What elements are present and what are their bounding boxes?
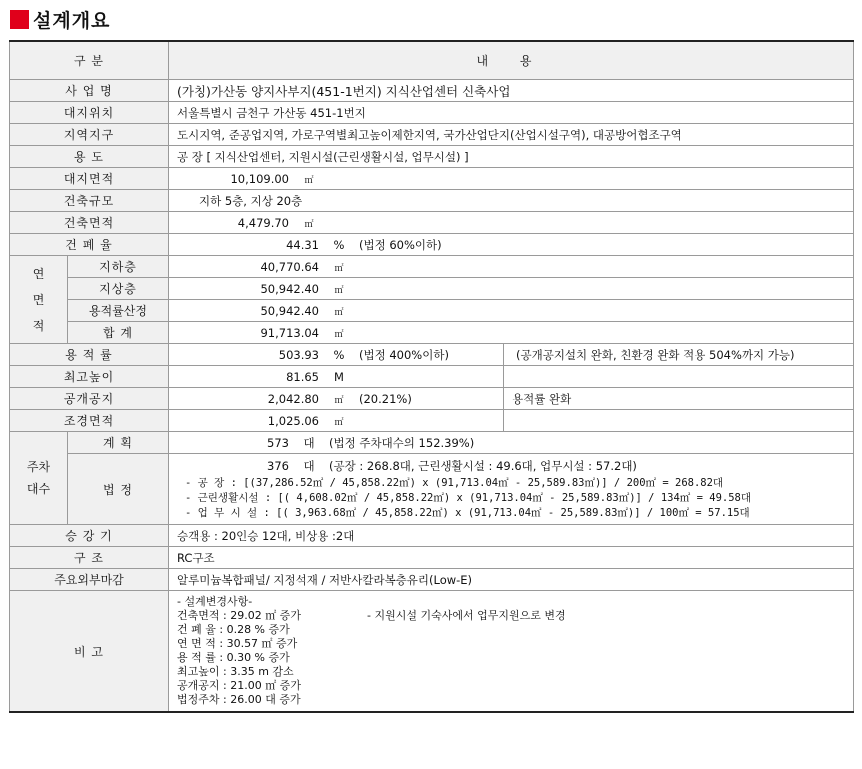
- location-value: 서울특별시 금천구 가산동 451-1번지: [169, 102, 854, 124]
- header-content: 내 용: [169, 41, 854, 80]
- parking-calc-line: - 업 무 시 설 : [( 3,963.68㎡ / 45,858.22㎡) x (91,713.04㎡ - 25,589.83㎡)] / 100㎡ = 57.15대: [185, 507, 750, 519]
- overview-table-wrapper: [9, 40, 853, 713]
- location-label: 대지위치: [10, 102, 169, 124]
- table-row: [10, 410, 854, 432]
- floor-total-label: 합 계: [68, 322, 169, 344]
- remarks-line: 건 폐 율 : 0.28 % 증가: [177, 623, 290, 636]
- finish-label: 주요외부마감: [10, 569, 169, 591]
- bcr-cell: [169, 234, 854, 256]
- open-space-cell: [169, 388, 504, 410]
- far-calc-cell: [169, 300, 854, 322]
- finish-value: 알루미늄복합패널/ 지정석재 / 저반사칼라복층유리(Low-E): [169, 569, 854, 591]
- table-row: [10, 547, 854, 569]
- site-area-unit: ㎡: [304, 175, 314, 186]
- elevator-value: 승객용 : 20인승 12대, 비상용 :2대: [169, 525, 854, 547]
- remarks-cell: [169, 591, 854, 713]
- bcr-label: 건 폐 율: [10, 234, 169, 256]
- scale-label: 건축규모: [10, 190, 169, 212]
- use-label: 용 도: [10, 146, 169, 168]
- floor-below-cell: [169, 256, 854, 278]
- max-height-unit: M: [334, 369, 344, 384]
- remarks-line: 연 면 적 : 30.57 ㎡ 증가: [177, 637, 298, 650]
- open-space-extra: 용적률 완화: [504, 388, 854, 410]
- table-row: [10, 190, 854, 212]
- max-height-value: 81.65: [286, 369, 319, 384]
- table-row: [10, 322, 854, 344]
- table-row: [10, 124, 854, 146]
- table-row: [10, 102, 854, 124]
- landscape-label: 조경면적: [10, 410, 169, 432]
- floor-below-unit: ㎡: [334, 263, 344, 274]
- table-row: [10, 168, 854, 190]
- bcr-unit: %: [333, 237, 345, 252]
- remarks-side-note: - 지원시설 기숙사에서 업무지원으로 변경: [367, 609, 566, 622]
- structure-value: RC구조: [169, 547, 854, 569]
- section-title-text: 설계개요: [33, 9, 111, 32]
- open-space-note: (20.21%): [359, 391, 412, 406]
- remarks-line: 공개공지 : 21.00 ㎡ 증가: [177, 679, 301, 692]
- far-extra: (공개공지설치 완화, 친환경 완화 적용 504%까지 가능): [504, 344, 854, 366]
- remarks-label: 비 고: [10, 591, 169, 713]
- parking-plan-value: 573: [267, 435, 289, 450]
- far-unit: %: [333, 347, 345, 362]
- scale-value: 지하 5층, 지상 20층: [169, 190, 854, 212]
- far-calc-value: 50,942.40: [260, 303, 319, 318]
- project-label: 사 업 명: [10, 80, 169, 102]
- parking-plan-unit: 대: [303, 435, 315, 450]
- floor-total-cell: [169, 322, 854, 344]
- floor-below-label: 지하층: [68, 256, 169, 278]
- floor-above-cell: [169, 278, 854, 300]
- remarks-line: 최고높이 : 3.35 m 감소: [177, 665, 294, 678]
- table-row: [10, 234, 854, 256]
- remarks-line: 법정주차 : 26.00 대 증가: [177, 693, 301, 706]
- floor-above-unit: ㎡: [334, 285, 344, 296]
- max-height-label: 최고높이: [10, 366, 169, 388]
- red-square-icon: [10, 10, 29, 29]
- overview-table: [9, 40, 854, 713]
- max-height-cell: [169, 366, 504, 388]
- building-area-unit: ㎡: [304, 219, 314, 230]
- use-value: 공 장 [ 지식산업센터, 지원시설(근린생활시설, 업무시설) ]: [169, 146, 854, 168]
- structure-label: 구 조: [10, 547, 169, 569]
- remarks-line: 건축면적 : 29.02 ㎡ 증가 - 지원시설 기숙사에서 업무지원으로 변경: [177, 609, 566, 622]
- table-row: [10, 344, 854, 366]
- parking-legal-cell: [169, 454, 854, 525]
- landscape-cell: [169, 410, 504, 432]
- zone-label: 지역지구: [10, 124, 169, 146]
- open-space-value: 2,042.80: [267, 391, 319, 406]
- far-value: 503.93: [278, 347, 319, 362]
- table-row: [10, 366, 854, 388]
- section-title: [10, 6, 110, 32]
- header-category: 구 분: [10, 41, 169, 80]
- elevator-label: 승 강 기: [10, 525, 169, 547]
- bcr-note: (법정 60%이하): [359, 237, 442, 252]
- zone-value: 도시지역, 준공업지역, 가로구역별최고높이제한지역, 국가산업단지(산업시설구역), 대공방어협조구역: [169, 124, 854, 146]
- building-area-cell: [169, 212, 854, 234]
- table-row: [10, 300, 854, 322]
- floor-above-label: 지상층: [68, 278, 169, 300]
- parking-legal-value: 376: [267, 459, 289, 473]
- bcr-value: 44.31: [286, 237, 319, 252]
- table-row: [10, 591, 854, 713]
- building-area-value: 4,479.70: [237, 215, 289, 230]
- open-space-unit: ㎡: [334, 395, 344, 406]
- building-area-label: 건축면적: [10, 212, 169, 234]
- floor-total-unit: ㎡: [334, 329, 344, 340]
- floor-total-value: 91,713.04: [260, 325, 319, 340]
- landscape-value: 1,025.06: [267, 413, 319, 428]
- table-row: [10, 569, 854, 591]
- floor-area-group-label: 연면적: [10, 256, 68, 344]
- floor-below-value: 40,770.64: [260, 259, 319, 274]
- parking-plan-note: (법정 주차대수의 152.39%): [329, 435, 475, 450]
- site-area-value: 10,109.00: [230, 171, 289, 186]
- far-calc-label: 용적률산정: [68, 300, 169, 322]
- table-row: [10, 525, 854, 547]
- site-area-label: 대지면적: [10, 168, 169, 190]
- table-header-row: [10, 41, 854, 80]
- landscape-unit: ㎡: [334, 417, 344, 428]
- remarks-heading: - 설계변경사항-: [177, 595, 253, 608]
- landscape-extra: [504, 410, 854, 432]
- table-row: [10, 80, 854, 102]
- parking-plan-label: 계 획: [68, 432, 169, 454]
- parking-legal-label: 법 정: [68, 454, 169, 525]
- far-label: 용 적 률: [10, 344, 169, 366]
- table-row: [10, 212, 854, 234]
- table-row: [10, 256, 854, 278]
- table-row: [10, 432, 854, 454]
- open-space-label: 공개공지: [10, 388, 169, 410]
- parking-legal-unit: 대: [303, 459, 315, 473]
- table-row: [10, 278, 854, 300]
- table-row: [10, 146, 854, 168]
- parking-calc-line: - 공 장 : [(37,286.52㎡ / 45,858.22㎡) x (91,713.04㎡ - 25,589.83㎡)] / 200㎡ = 268.82대: [185, 477, 724, 489]
- far-note: (법정 400%이하): [359, 347, 449, 362]
- parking-legal-note: (공장 : 268.8대, 근린생활시설 : 49.6대, 업무시설 : 57.2대): [329, 459, 637, 473]
- floor-above-value: 50,942.40: [260, 281, 319, 296]
- site-area-cell: [169, 168, 854, 190]
- far-calc-unit: ㎡: [334, 307, 344, 318]
- table-row: [10, 454, 854, 525]
- far-cell: [169, 344, 504, 366]
- table-row: [10, 388, 854, 410]
- project-value: (가칭)가산동 양지사부지(451-1번지) 지식산업센터 신축사업: [169, 80, 854, 102]
- max-height-extra: [504, 366, 854, 388]
- parking-calc-line: - 근린생활시설 : [( 4,608.02㎡ / 45,858.22㎡) x (91,713.04㎡ - 25,589.83㎡)] / 134㎡ = 49.58대: [185, 492, 752, 504]
- remarks-line: 용 적 률 : 0.30 % 증가: [177, 651, 290, 664]
- parking-group-label: 주차대수: [10, 432, 68, 525]
- parking-calc-list: [169, 476, 853, 521]
- parking-plan-cell: [169, 432, 854, 454]
